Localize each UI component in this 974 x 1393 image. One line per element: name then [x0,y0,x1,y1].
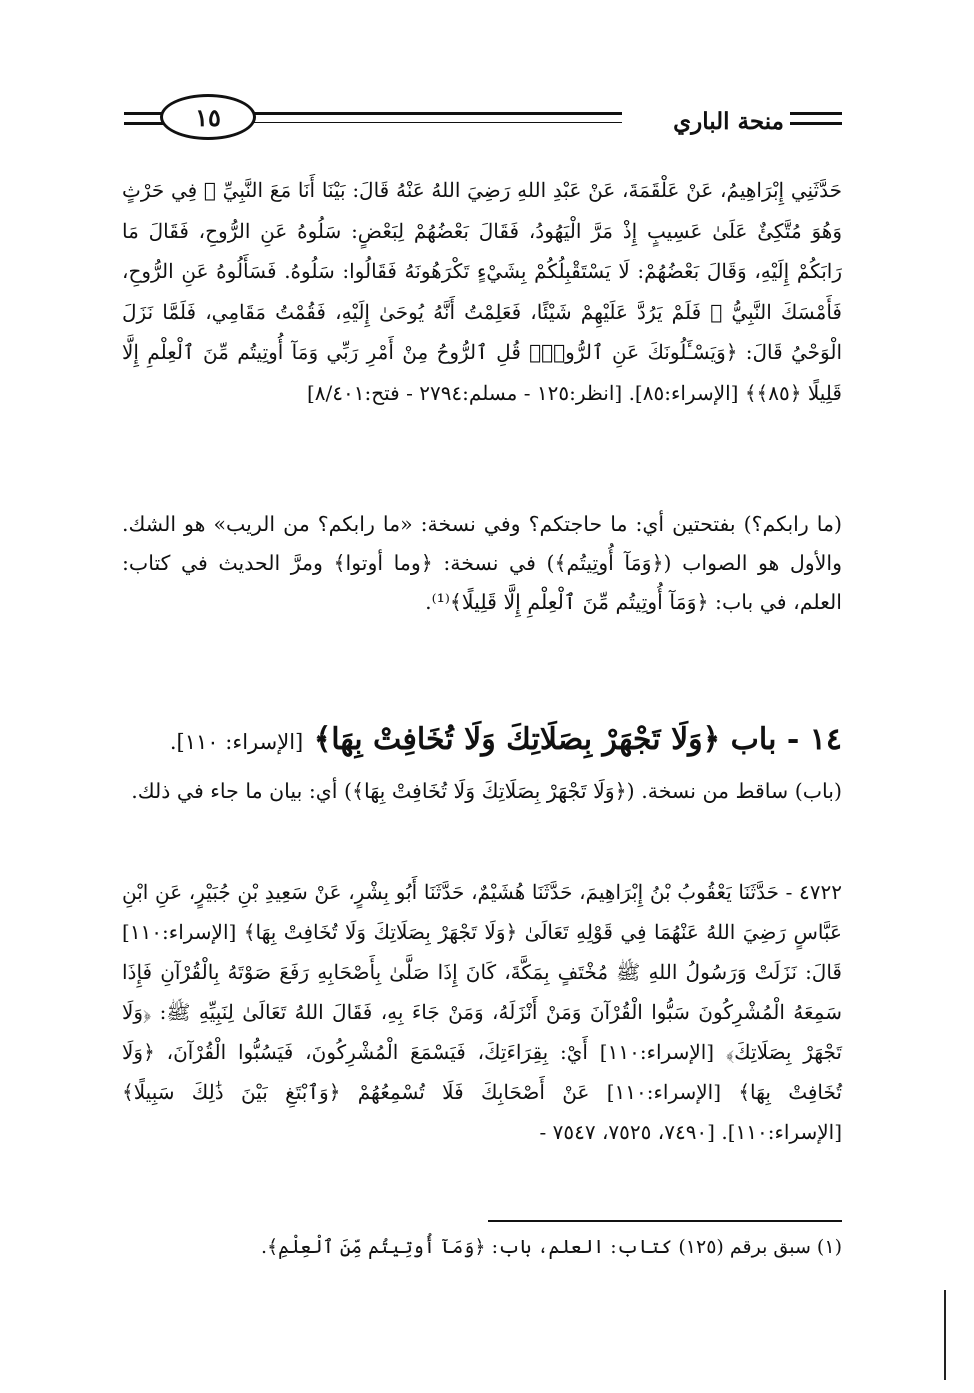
page-edge-mark [944,1290,946,1380]
footnote: (١) سبق برقم (١٢٥) كتاب: العلم، باب: ﴿وَمَآ أُوتِيتُم مِّنَ ٱلْعِلْمِ﴾. [260,1236,842,1258]
hadith-4722-text: ٤٧٢٢ - حَدَّثَنَا يَعْقُوبُ بْنُ إِبْرَاهِيمَ، حَدَّثَنَا هُشَيْمٌ، حَدَّثَنَا أَبُو بِشْرٍ، عَنْ سَعِيدِ بْنِ جُبَيْرٍ، عَنِ ابْنِ عَبَّاسٍ رَضِيَ اللهُ عَنْهُمَا فِي قَوْلِهِ تَعَالَىٰ ﴿وَلَا تَجْهَرْ بِصَلَاتِكَ وَلَا تُخَافِتْ بِهَا﴾ [الإسراء:١١٠] قَالَ: نَزَلَتْ وَرَسُولُ اللهِ ﷺ مُخْتَفٍ بِمَكَّةَ، كَانَ إِذَا صَلَّىٰ بِأَصْحَابِهِ رَفَعَ صَوْتَهُ بِالْقُرْآنِ فَإِذَا سَمِعَهُ الْمُشْرِكُونَ سَبُّوا الْقُرْآنَ وَمَنْ أَنْزَلَهُ، وَمَنْ جَاءَ بِهِ، فَقَالَ اللهُ تَعَالَىٰ لِنَبِيِّهِ ﷺ: ﴿وَلَا تَجْهَرْ بِصَلَاتِكَ﴾ [الإسراء:١١٠] أَيْ: بِقِرَاءَتِكَ، فَيَسْمَعَ الْمُشْرِكُونَ، فَيَسُبُّوا الْقُرْآنَ، ﴿وَلَا تُخَافِتْ بِهَا﴾ [الإسراء:١١٠] عَنْ أَصْحَابِكَ فَلَا تُسْمِعُهُمْ ﴿وَٱبْتَغِ بَيْنَ ذَٰلِكَ سَبِيلًا﴾ [الإسراء:١١٠]. [٧٤٩٠، ٧٥٢٥، ٧٥٤٧ - [122,880,843,1144]
chapter-heading [122,718,842,764]
header-rule-middle-thin [250,122,622,123]
header-rule-left-bottom [124,122,166,125]
chapter-commentary: (باب) ساقط من نسخة. (﴿وَلَا تَجْهَرْ بِصَلَاتِكَ وَلَا تُخَافِتْ بِهَا﴾) أي: بيان ما جاء في ذلك. [131,779,842,803]
commentary-paragraph: (ما رابكم؟) بفتحتين أي: ما حاجتكم؟ وفي نسخة: «ما رابكم؟ من الريب» هو الشك. والأول هو الصواب (﴿وَمَآ أُوتِيتُم﴾) في نسخة: ﴿وما أوتوا﴾ ومرَّ الحديث في كتاب: العلم، في باب: ﴿وَمَآ أُوتِيتُم مِّنَ ٱلْعِلْمِ إِلَّا قَلِيلًا﴾⁽¹⁾. [122,512,842,614]
running-title: منحة الباري [673,108,784,135]
header-rule-right-bottom [790,122,842,125]
hadith-text: حَدَّثَنِي إِبْرَاهِيمُ، عَنْ عَلْقَمَةَ، عَنْ عَبْدِ اللهِ رَضِيَ اللهُ عَنْهُ قَالَ: بَيْنَا أَنَا مَعَ النَّبِيِّ ﷺ فِي حَرْثٍ وَهُوَ مُتَّكِئٌ عَلَىٰ عَسِيبٍ إِذْ مَرَّ الْيَهُودُ، فَقَالَ بَعْضُهُمْ لِبَعْضٍ: سَلُوهُ عَنِ الرُّوحِ، فَقَالَ مَا رَابَكُمْ إِلَيْهِ، وَقَالَ بَعْضُهُمْ: لَا يَسْتَقْبِلُكُمْ بِشَيْءٍ تَكْرَهُونَهُ فَقَالُوا: سَلُوهُ. فَسَأَلُوهُ عَنِ الرُّوحِ، فَأَمْسَكَ النَّبِيُّ ﷺ فَلَمْ يَرُدَّ عَلَيْهِمْ شَيْئًا، فَعَلِمْتُ أَنَّهُ يُوحَىٰ إِلَيْهِ، فَقُمْتُ مَقَامِي، فَلَمَّا نَزَلَ الْوَحْيُ قَالَ: ﴿وَيَسْـَٔلُونَكَ عَنِ ٱلرُّوحِۖ قُلِ ٱلرُّوحُ مِنْ أَمْرِ رَبِّي وَمَآ أُوتِيتُم مِّنَ ٱلْعِلْمِ إِلَّا قَلِيلًا ﴿٨٥﴾﴾ [الإسراء:٨٥]. [انظر:١٢٥ - مسلم:٢٧٩٤ - فتح:٨/٤٠١] [122,178,842,405]
page-number: ١٥ [160,94,256,140]
chapter-heading-title: ١٤ - باب ﴿وَلَا تَجْهَرْ بِصَلَاتِكَ وَلَا تُخَافِتْ بِهَا﴾ [313,722,842,757]
header-rule-middle [250,112,622,115]
header-rule-right-top [790,112,842,115]
chapter-heading-reference: [الإسراء: ١١٠]. [169,730,304,754]
footnote-separator [488,1220,842,1222]
